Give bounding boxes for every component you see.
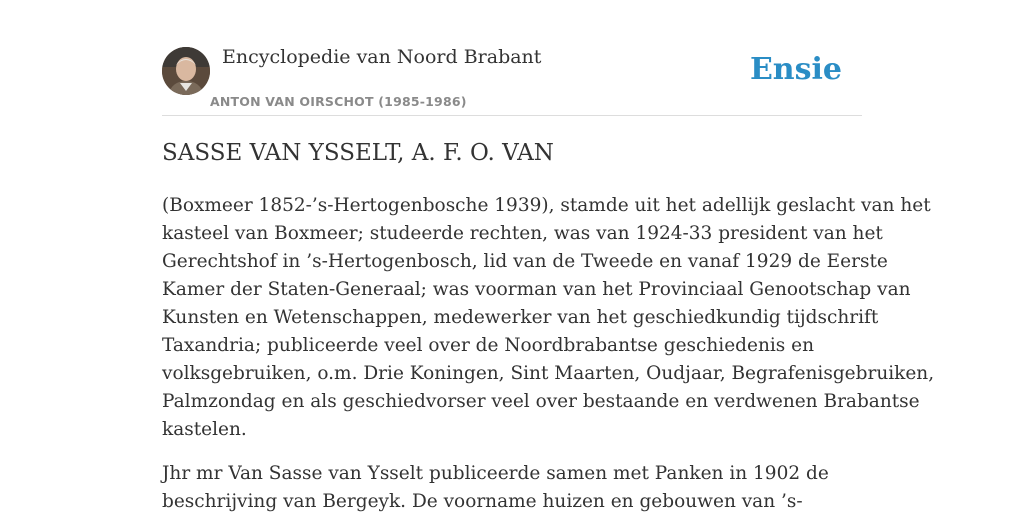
paragraph-line: beschrijving van Bergeyk. De voorname huizen en gebouwen van ’s-	[162, 491, 803, 512]
brand-logo[interactable]: Ensie	[749, 52, 842, 87]
author-portrait-icon	[162, 47, 210, 95]
paragraph-line: volksgebruiken, o.m. Drie Koningen, Sint Maarten, Oudjaar, Begrafenisgebruiken,	[162, 363, 935, 384]
source-author[interactable]: ANTON VAN OIRSCHOT (1985-1986)	[210, 94, 467, 109]
paragraph-line: Palmzondag en als geschiedvorser veel over bestaande en verdwenen Brabantse	[162, 391, 920, 412]
paragraph-line: Taxandria; publiceerde veel over de Noordbrabantse geschiedenis en	[162, 335, 815, 356]
article-body	[162, 192, 935, 512]
paragraph-line: Kamer der Staten-Generaal; was voorman van het Provinciaal Genootschap van	[162, 279, 911, 300]
article-paragraph-2	[162, 460, 862, 512]
paragraph-line: Gerechtshof in ’s-Hertogenbosch, lid van de Tweede en vanaf 1929 de Eerste	[162, 251, 888, 272]
page-container	[162, 0, 935, 512]
article-title: SASSE VAN YSSELT, A. F. O. VAN	[162, 140, 554, 166]
source-header	[162, 0, 862, 116]
article-paragraph-1	[162, 192, 935, 444]
paragraph-line: kasteel van Boxmeer; studeerde rechten, was van 1924-33 president van het	[162, 223, 883, 244]
paragraph-line: kastelen.	[162, 419, 247, 440]
author-avatar[interactable]	[162, 47, 210, 95]
paragraph-line: Jhr mr Van Sasse van Ysselt publiceerde samen met Panken in 1902 de	[162, 463, 829, 484]
paragraph-line: Kunsten en Wetenschappen, medewerker van het geschiedkundig tijdschrift	[162, 307, 879, 328]
source-title[interactable]: Encyclopedie van Noord Brabant	[222, 46, 542, 68]
paragraph-line: (Boxmeer 1852-’s-Hertogenbosche 1939), stamde uit het adellijk geslacht van het	[162, 195, 931, 216]
